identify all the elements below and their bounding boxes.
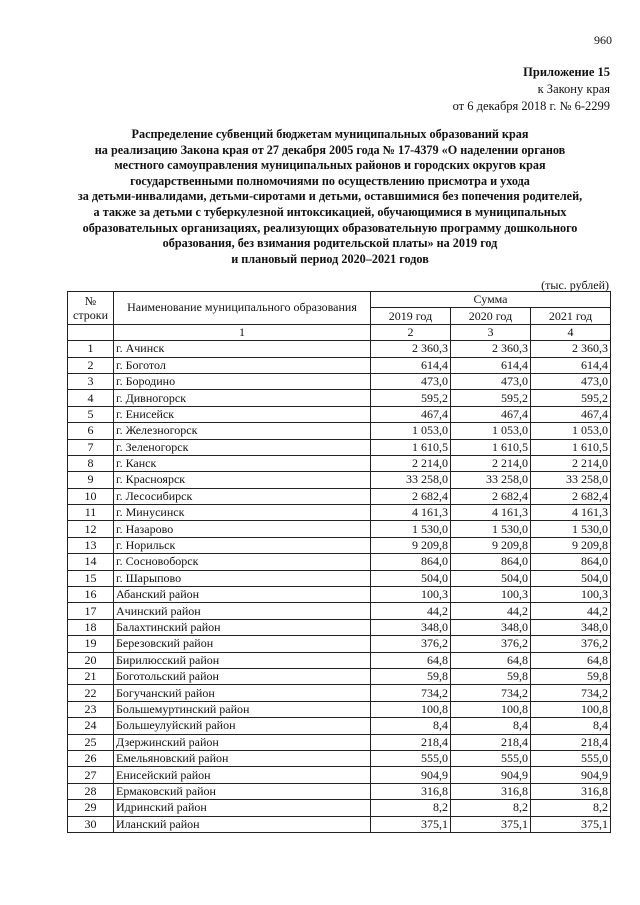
value-2019-cell: 904,9 xyxy=(371,767,451,783)
municipality-name-cell: г. Назарово xyxy=(114,521,371,537)
municipality-name-cell: Идринский район xyxy=(114,800,371,816)
title-line: местного самоуправления муниципальных районов и городских округов края xyxy=(114,158,546,173)
value-2021-cell: 734,2 xyxy=(531,685,611,701)
value-2019-cell: 595,2 xyxy=(371,390,451,406)
value-2021-cell: 4 161,3 xyxy=(531,505,611,521)
value-2021-cell: 44,2 xyxy=(531,603,611,619)
header-num-symbol: № xyxy=(84,293,97,308)
municipality-name-cell: г. Канск xyxy=(114,455,371,471)
title-line: образовательных организациях, реализующих образовательную программу дошкольного xyxy=(82,220,578,235)
value-2021-cell: 100,3 xyxy=(531,587,611,603)
value-2020-cell: 4 161,3 xyxy=(451,505,531,521)
value-2020-cell: 376,2 xyxy=(451,636,531,652)
value-2019-cell: 9 209,8 xyxy=(371,537,451,553)
value-2020-cell: 904,9 xyxy=(451,767,531,783)
table-row xyxy=(68,603,611,619)
units-label: (тыс. рублей) xyxy=(541,278,609,292)
municipality-name-cell: Большемуртинский район xyxy=(114,701,371,717)
value-2019-cell: 348,0 xyxy=(371,619,451,635)
municipality-name-cell: г. Боготол xyxy=(114,357,371,373)
value-2021-cell: 1 530,0 xyxy=(531,521,611,537)
header-name: Наименование муниципального образования xyxy=(114,292,371,325)
value-2021-cell: 218,4 xyxy=(531,734,611,750)
row-number-cell: 26 xyxy=(68,750,114,766)
value-2019-cell: 376,2 xyxy=(371,636,451,652)
col-number: 4 xyxy=(531,324,611,340)
title-line: а также за детьми с туберкулезной интоксикацией, обучающимися в муниципальных xyxy=(93,204,567,219)
value-2019-cell: 218,4 xyxy=(371,734,451,750)
value-2021-cell: 473,0 xyxy=(531,373,611,389)
municipality-name-cell: г. Норильск xyxy=(114,537,371,553)
row-number-cell: 7 xyxy=(68,439,114,455)
table-row xyxy=(68,472,611,488)
row-number-cell: 10 xyxy=(68,488,114,504)
value-2021-cell: 64,8 xyxy=(531,652,611,668)
table-row xyxy=(68,718,611,734)
municipality-name-cell: Ачинский район xyxy=(114,603,371,619)
row-number-cell: 15 xyxy=(68,570,114,586)
municipality-name-cell: Абанский район xyxy=(114,587,371,603)
municipality-name-cell: Боготольский район xyxy=(114,668,371,684)
value-2019-cell: 2 360,3 xyxy=(371,341,451,357)
table-row xyxy=(68,488,611,504)
municipality-name-cell: г. Красноярск xyxy=(114,472,371,488)
table-row xyxy=(68,636,611,652)
header-row-number xyxy=(68,292,114,325)
value-2021-cell: 467,4 xyxy=(531,406,611,422)
value-2019-cell: 1 053,0 xyxy=(371,423,451,439)
header-row xyxy=(68,292,611,308)
row-number-cell: 6 xyxy=(68,423,114,439)
value-2019-cell: 59,8 xyxy=(371,668,451,684)
row-number-cell: 17 xyxy=(68,603,114,619)
table-row xyxy=(68,668,611,684)
municipality-name-cell: г. Минусинск xyxy=(114,505,371,521)
municipality-name-cell: Березовский район xyxy=(114,636,371,652)
appendix-law-date: от 6 декабря 2018 г. № 6-2299 xyxy=(452,99,610,113)
value-2020-cell: 348,0 xyxy=(451,619,531,635)
value-2021-cell: 100,8 xyxy=(531,701,611,717)
value-2019-cell: 100,3 xyxy=(371,587,451,603)
col-number: 2 xyxy=(371,324,451,340)
row-number-cell: 4 xyxy=(68,390,114,406)
table-row xyxy=(68,439,611,455)
table-row xyxy=(68,455,611,471)
value-2021-cell: 59,8 xyxy=(531,668,611,684)
value-2020-cell: 218,4 xyxy=(451,734,531,750)
municipality-name-cell: Богучанский район xyxy=(114,685,371,701)
table-row xyxy=(68,750,611,766)
value-2019-cell: 1 610,5 xyxy=(371,439,451,455)
row-number-cell: 14 xyxy=(68,554,114,570)
value-2021-cell: 595,2 xyxy=(531,390,611,406)
table-row xyxy=(68,505,611,521)
row-number-cell: 9 xyxy=(68,472,114,488)
table-row xyxy=(68,423,611,439)
value-2020-cell: 375,1 xyxy=(451,816,531,832)
municipality-name-cell: Дзержинский район xyxy=(114,734,371,750)
value-2021-cell: 555,0 xyxy=(531,750,611,766)
row-number-cell: 20 xyxy=(68,652,114,668)
row-number-cell: 16 xyxy=(68,587,114,603)
title-line: государственными полномочиями по осуществлению присмотра и ухода xyxy=(130,173,530,188)
value-2021-cell: 375,1 xyxy=(531,816,611,832)
municipality-name-cell: Енисейский район xyxy=(114,767,371,783)
row-number-cell: 5 xyxy=(68,406,114,422)
value-2019-cell: 33 258,0 xyxy=(371,472,451,488)
table-row xyxy=(68,783,611,799)
table-row xyxy=(68,570,611,586)
municipality-name-cell: г. Енисейск xyxy=(114,406,371,422)
value-2021-cell: 33 258,0 xyxy=(531,472,611,488)
value-2020-cell: 100,8 xyxy=(451,701,531,717)
row-number-cell: 12 xyxy=(68,521,114,537)
value-2019-cell: 100,8 xyxy=(371,701,451,717)
table-row xyxy=(68,406,611,422)
value-2019-cell: 4 161,3 xyxy=(371,505,451,521)
municipality-name-cell: г. Шарыпово xyxy=(114,570,371,586)
municipality-name-cell: г. Ачинск xyxy=(114,341,371,357)
municipality-name-cell: г. Дивногорск xyxy=(114,390,371,406)
table-row xyxy=(68,734,611,750)
table-row xyxy=(68,619,611,635)
table-row xyxy=(68,587,611,603)
municipality-name-cell: г. Зеленогорск xyxy=(114,439,371,455)
value-2020-cell: 316,8 xyxy=(451,783,531,799)
value-2021-cell: 9 209,8 xyxy=(531,537,611,553)
value-2021-cell: 904,9 xyxy=(531,767,611,783)
col-number: 3 xyxy=(451,324,531,340)
value-2020-cell: 467,4 xyxy=(451,406,531,422)
municipality-name-cell: Емельяновский район xyxy=(114,750,371,766)
value-2021-cell: 1 053,0 xyxy=(531,423,611,439)
value-2020-cell: 64,8 xyxy=(451,652,531,668)
value-2021-cell: 1 610,5 xyxy=(531,439,611,455)
value-2020-cell: 44,2 xyxy=(451,603,531,619)
header-year-2020: 2020 год xyxy=(451,308,531,324)
value-2020-cell: 8,2 xyxy=(451,800,531,816)
table-row xyxy=(68,373,611,389)
subvention-table xyxy=(67,291,611,833)
value-2019-cell: 614,4 xyxy=(371,357,451,373)
row-number-cell: 27 xyxy=(68,767,114,783)
value-2021-cell: 2 214,0 xyxy=(531,455,611,471)
value-2020-cell: 8,4 xyxy=(451,718,531,734)
value-2020-cell: 555,0 xyxy=(451,750,531,766)
title-line: на реализацию Закона края от 27 декабря 2005 года № 17-4379 «О наделении органов xyxy=(94,142,566,157)
value-2020-cell: 1 530,0 xyxy=(451,521,531,537)
value-2020-cell: 2 360,3 xyxy=(451,341,531,357)
row-number-cell: 28 xyxy=(68,783,114,799)
page-number: 960 xyxy=(594,33,612,47)
value-2019-cell: 316,8 xyxy=(371,783,451,799)
col-number-blank xyxy=(68,324,114,340)
value-2021-cell: 8,2 xyxy=(531,800,611,816)
value-2020-cell: 1 610,5 xyxy=(451,439,531,455)
row-number-cell: 3 xyxy=(68,373,114,389)
value-2020-cell: 100,3 xyxy=(451,587,531,603)
row-number-cell: 29 xyxy=(68,800,114,816)
value-2021-cell: 316,8 xyxy=(531,783,611,799)
value-2021-cell: 504,0 xyxy=(531,570,611,586)
value-2020-cell: 2 214,0 xyxy=(451,455,531,471)
title-line: Распределение субвенций бюджетам муниципальных образований края xyxy=(131,127,529,141)
row-number-cell: 8 xyxy=(68,455,114,471)
row-number-cell: 18 xyxy=(68,619,114,635)
table-row xyxy=(68,701,611,717)
table-row xyxy=(68,554,611,570)
row-number-cell: 21 xyxy=(68,668,114,684)
table-row xyxy=(68,800,611,816)
municipality-name-cell: г. Сосновоборск xyxy=(114,554,371,570)
title-line: за детьми-инвалидами, детьми-сиротами и детьми, оставшимися без попечения родителей, xyxy=(77,189,583,204)
table-row xyxy=(68,537,611,553)
value-2020-cell: 59,8 xyxy=(451,668,531,684)
municipality-name-cell: Ермаковский район xyxy=(114,783,371,799)
value-2020-cell: 1 053,0 xyxy=(451,423,531,439)
table-row xyxy=(68,390,611,406)
value-2021-cell: 8,4 xyxy=(531,718,611,734)
value-2019-cell: 473,0 xyxy=(371,373,451,389)
row-number-cell: 1 xyxy=(68,341,114,357)
col-number: 1 xyxy=(114,324,371,340)
header-year-2021: 2021 год xyxy=(531,308,611,324)
value-2019-cell: 8,2 xyxy=(371,800,451,816)
column-number-row xyxy=(68,324,611,340)
table-row xyxy=(68,816,611,832)
value-2021-cell: 614,4 xyxy=(531,357,611,373)
value-2020-cell: 473,0 xyxy=(451,373,531,389)
value-2021-cell: 2 682,4 xyxy=(531,488,611,504)
value-2020-cell: 504,0 xyxy=(451,570,531,586)
value-2019-cell: 2 214,0 xyxy=(371,455,451,471)
municipality-name-cell: г. Лесосибирск xyxy=(114,488,371,504)
value-2019-cell: 64,8 xyxy=(371,652,451,668)
municipality-name-cell: г. Бородино xyxy=(114,373,371,389)
table-row xyxy=(68,685,611,701)
value-2019-cell: 555,0 xyxy=(371,750,451,766)
value-2020-cell: 734,2 xyxy=(451,685,531,701)
municipality-name-cell: Большеулуйский район xyxy=(114,718,371,734)
header-num-label: строки xyxy=(73,307,108,322)
value-2020-cell: 864,0 xyxy=(451,554,531,570)
header-sum: Сумма xyxy=(371,292,611,308)
table-body xyxy=(68,341,611,833)
row-number-cell: 11 xyxy=(68,505,114,521)
row-number-cell: 30 xyxy=(68,816,114,832)
header-year-2019: 2019 год xyxy=(371,308,451,324)
value-2019-cell: 2 682,4 xyxy=(371,488,451,504)
value-2021-cell: 348,0 xyxy=(531,619,611,635)
appendix-title: Приложение 15 xyxy=(523,65,610,79)
appendix-block xyxy=(453,64,610,115)
value-2019-cell: 504,0 xyxy=(371,570,451,586)
value-2021-cell: 864,0 xyxy=(531,554,611,570)
table-row xyxy=(68,357,611,373)
row-number-cell: 23 xyxy=(68,701,114,717)
value-2021-cell: 376,2 xyxy=(531,636,611,652)
value-2019-cell: 1 530,0 xyxy=(371,521,451,537)
row-number-cell: 13 xyxy=(68,537,114,553)
value-2019-cell: 44,2 xyxy=(371,603,451,619)
municipality-name-cell: Иланский район xyxy=(114,816,371,832)
value-2019-cell: 8,4 xyxy=(371,718,451,734)
municipality-name-cell: г. Железногорск xyxy=(114,423,371,439)
value-2020-cell: 9 209,8 xyxy=(451,537,531,553)
table-row xyxy=(68,521,611,537)
value-2019-cell: 375,1 xyxy=(371,816,451,832)
table-row xyxy=(68,341,611,357)
row-number-cell: 25 xyxy=(68,734,114,750)
municipality-name-cell: Балахтинский район xyxy=(114,619,371,635)
value-2019-cell: 467,4 xyxy=(371,406,451,422)
value-2019-cell: 864,0 xyxy=(371,554,451,570)
municipality-name-cell: Бирилюсский район xyxy=(114,652,371,668)
table-row xyxy=(68,767,611,783)
row-number-cell: 19 xyxy=(68,636,114,652)
value-2020-cell: 614,4 xyxy=(451,357,531,373)
row-number-cell: 22 xyxy=(68,685,114,701)
title-line: и плановый период 2020–2021 годов xyxy=(231,251,429,266)
value-2020-cell: 595,2 xyxy=(451,390,531,406)
value-2021-cell: 2 360,3 xyxy=(531,341,611,357)
value-2020-cell: 2 682,4 xyxy=(451,488,531,504)
row-number-cell: 2 xyxy=(68,357,114,373)
value-2019-cell: 734,2 xyxy=(371,685,451,701)
row-number-cell: 24 xyxy=(68,718,114,734)
title-line: образования, без взимания родительской платы» на 2019 год xyxy=(162,236,498,251)
document-title xyxy=(60,127,600,267)
appendix-law-ref: к Закону края xyxy=(537,82,610,96)
value-2020-cell: 33 258,0 xyxy=(451,472,531,488)
table-row xyxy=(68,652,611,668)
